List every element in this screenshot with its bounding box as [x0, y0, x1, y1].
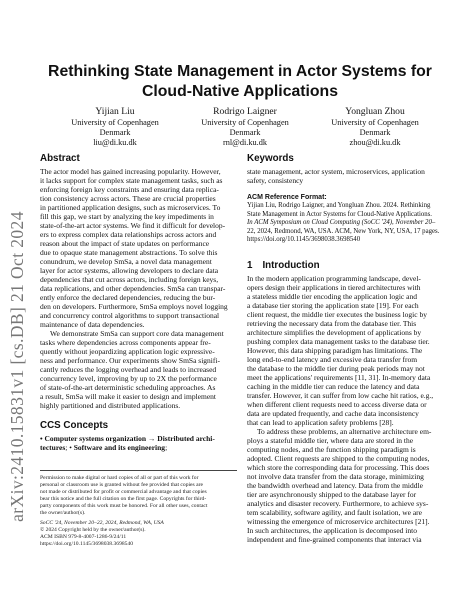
doi-line[interactable]: https://doi.org/10.1145/3698038.3698540 — [40, 541, 134, 547]
text-line: independent and fine-grained components that interact via — [247, 534, 422, 544]
text-line: a database tier storing the application state [19]. For each — [247, 300, 419, 310]
text-line: cantly reduces the logging overhead and leads to increased — [40, 365, 217, 374]
right-column — [247, 152, 444, 544]
footnote-divider — [40, 470, 237, 471]
text-line: a stateless middle tier encoding the application logic and — [247, 291, 417, 301]
text-line: tion consistency across actors. These are crucial properties — [40, 194, 216, 203]
arxiv-stamp-text: arXiv:2410.15831v1 [cs.DB] 21 Oct 2024 — [6, 210, 27, 522]
text-line: not made or distributed for profit or commercial advantage and that copies — [40, 489, 207, 495]
text-line: and concurrency control algorithms to support transactional — [40, 311, 220, 320]
author-affiliation: University of Copenhagen — [201, 118, 289, 127]
text-line: client request, the middle tier executes the business logic by — [247, 309, 427, 319]
text-line: data replications, and other dependencies. SmSa can transpar- — [40, 284, 226, 293]
acm-reference-text — [247, 202, 444, 245]
text-line: the bandwidth overhead and latency. Data from the middle — [247, 480, 423, 490]
text-line: layer for actor systems, allowing developers to declare data — [40, 266, 219, 275]
text-line: it lacks support for complex state management tasks, such as — [40, 176, 223, 185]
keywords-text — [247, 167, 444, 185]
text-line: meet the applications' requirements [11, 31]. In-memory data — [247, 372, 431, 382]
text-line: retrieving the necessary data from the database tier. This — [247, 318, 417, 328]
author-name: Yijian Liu — [95, 106, 135, 117]
text-line: Yijian Liu, Rodrigo Laigner, and Yongluan Zhou. 2024. Rethinking — [247, 202, 431, 209]
text-line: In the modern application programming landscape, devel- — [247, 273, 421, 283]
text-line: bear this notice and the full citation on the first page. Copyrights for third- — [40, 496, 207, 502]
text-line: concurrency level, improving by up to 2X the performance — [40, 374, 217, 383]
title-line: Cloud-Native Applications — [141, 83, 338, 100]
isbn-line: ACM ISBN 979-8-4007-1286-9/24/11 — [40, 534, 127, 540]
author-affiliation: University of Copenhagen — [331, 118, 419, 127]
text-line: tem scalability, software agility, and fault isolation, we are — [247, 507, 423, 517]
intro-paragraph-2 — [247, 427, 444, 544]
text-line: ers to express complex data relationships across actors and — [40, 230, 217, 239]
text-line: which store the corresponding data for processing. This does — [247, 462, 430, 472]
author-2 — [180, 106, 310, 148]
left-column — [40, 152, 237, 548]
author-block — [50, 106, 440, 154]
reference-doi-link[interactable]: https://doi.org/10.1145/3698038.3698540 — [247, 236, 361, 244]
text-line: quently without jeopardizing application logic expressive- — [40, 347, 215, 356]
abstract-paragraph-2 — [40, 329, 237, 410]
text-line: not involve data transfer from the data storage, minimizing — [247, 471, 424, 481]
text-line: reason about the impact of state updates on performance — [40, 239, 210, 248]
text-line: ently enforce the declared dependencies, reducing the bur- — [40, 293, 216, 302]
ccs-term: Software and its engineering — [73, 443, 166, 452]
ccs-end: ; — [165, 443, 168, 452]
text-line: party components of this work must be honored. For all other uses, contact — [40, 503, 208, 509]
text-line: We demonstrate SmSa can support core data management — [50, 329, 224, 338]
venue-line: SoCC '24, November 20–22, 2024, Redmond, WA, USA — [40, 520, 164, 526]
paper-title — [40, 62, 440, 102]
text-line: long end-to-end latency and excessive data transfer from — [247, 354, 418, 364]
permission-notice — [40, 475, 237, 548]
text-line: safety, consistency — [247, 176, 304, 185]
text-line: State Management in Actor Systems for Cloud-Native Applications. — [247, 210, 432, 218]
text-line: the database to the middle tier during peak periods may not — [247, 363, 425, 373]
text-line: of state-of-the-art deterministic scheduling approaches. As — [40, 383, 216, 392]
text-line: data are updated frequently, and cache data inconsistency — [247, 408, 419, 418]
text-line: ness and performance. Our experiments show SmSa signifi- — [40, 356, 220, 365]
ccs-term: tectures — [40, 443, 66, 452]
copyright-line: © 2024 Copyright held by the owner/author(s). — [40, 527, 146, 533]
text-line: adopted. Client requests are shipped to the computing nodes, — [247, 453, 430, 463]
intro-paragraph-1 — [247, 274, 444, 427]
text-line: personal or classroom use is granted without fee provided that copies are — [40, 482, 203, 488]
text-line: Permission to make digital or hard copies of all or part of this work for — [40, 475, 199, 481]
author-country: Denmark — [99, 128, 131, 137]
text-line: dependencies that cut across actors, including foreign keys, — [40, 275, 219, 284]
text-line: a result, SmSa will make it easier to design and implement — [40, 392, 217, 401]
ccs-heading: CCS Concepts — [40, 420, 109, 431]
text-line: ploys a stateful middle tier, where data are stored in the — [247, 435, 414, 445]
section-number: 1 — [247, 259, 253, 271]
text-line: tier are asynchronously shipped to the database layer for — [247, 489, 417, 499]
author-email: zhou@di.ku.dk — [349, 138, 401, 147]
text-line: den on developers. Furthermore, SmSa employs novel logging — [40, 302, 228, 311]
author-email: rnl@di.ku.dk — [222, 138, 268, 147]
abstract-heading: Abstract — [40, 153, 80, 164]
text-line: In ACM Symposium on Cloud Computing (SoCC '24), November 20– — [247, 219, 436, 227]
text-line: conundrum, we develop SmSa, a novel data management — [40, 257, 212, 266]
keywords-heading: Keywords — [247, 153, 294, 164]
introduction-heading — [247, 259, 444, 273]
text-line: fill this gap, we start by analyzing the key impediments in — [40, 212, 214, 221]
text-line: tasks where dependencies across components appear fre- — [40, 338, 211, 347]
abstract-paragraph-1 — [40, 167, 237, 329]
title-line: Rethinking State Management in Actor Systems for — [48, 63, 432, 80]
text-line: analytics and disaster recovery. Furthermore, to achieve sys- — [247, 498, 429, 508]
acm-reference-heading: ACM Reference Format: — [247, 194, 327, 201]
text-line: witnessing the emergence of microservice architectures [21]. — [247, 516, 430, 526]
ccs-line: • Computer systems organization → Distributed archi- — [40, 434, 215, 443]
text-line: 22, 2024, Redmond, WA, USA. ACM, New York, NY, USA, 17 pages. — [247, 227, 440, 235]
text-line: state-of-the-art actor systems. We find it difficult for develop- — [40, 221, 226, 230]
text-line: transfer. However, it can suffer from low cache hit ratios, e.g., — [247, 390, 434, 400]
text-line: due to opaque state management abstractions. To solve this — [40, 248, 218, 257]
text-line: when different client requests need to access diverse data or — [247, 399, 427, 409]
arxiv-stamp — [4, 150, 30, 582]
author-affiliation: University of Copenhagen — [71, 118, 159, 127]
text-line: maintenance of data dependencies. — [40, 320, 145, 329]
text-line: pushing complex data management tasks to the database tier. — [247, 336, 430, 346]
section-title: Introduction — [262, 259, 320, 271]
author-3 — [310, 106, 440, 148]
author-country: Denmark — [229, 128, 261, 137]
text-line: caching in the middle tier can reduce the latency and data — [247, 381, 420, 391]
text-line: highly partitioned and distributed applications. — [40, 401, 181, 410]
author-1 — [50, 106, 180, 148]
text-line: opers design their applications in tiered architectures with — [247, 282, 421, 292]
text-line: The actor model has gained increasing popularity. However, — [40, 167, 221, 176]
text-line: computing nodes, and the function shipping paradigm is — [247, 444, 416, 454]
text-line: architecture simplifies the development of applications by — [247, 327, 422, 337]
text-line: enforcing foreign key constraints and ensuring data replica- — [40, 185, 219, 194]
author-country: Denmark — [359, 128, 391, 137]
text-line: In such architectures, the application is decomposed into — [247, 525, 417, 535]
text-line: that can lead to application safety problems [28]. — [247, 417, 394, 427]
author-name: Rodrigo Laigner — [213, 106, 277, 117]
text-line: the owner/author(s). — [40, 510, 86, 516]
text-line: To address these problems, an alternative architecture em- — [257, 426, 432, 436]
ccs-separator: ; • — [65, 443, 74, 452]
author-name: Yongluan Zhou — [345, 106, 405, 117]
ccs-concepts — [40, 434, 237, 452]
text-line: However, this data shipping paradigm has limitations. The — [247, 345, 423, 355]
text-line: in partitioned application designs, such as microservices. To — [40, 203, 221, 212]
author-email: liu@di.ku.dk — [93, 138, 137, 147]
text-line: state management, actor system, microservices, application — [247, 167, 425, 176]
